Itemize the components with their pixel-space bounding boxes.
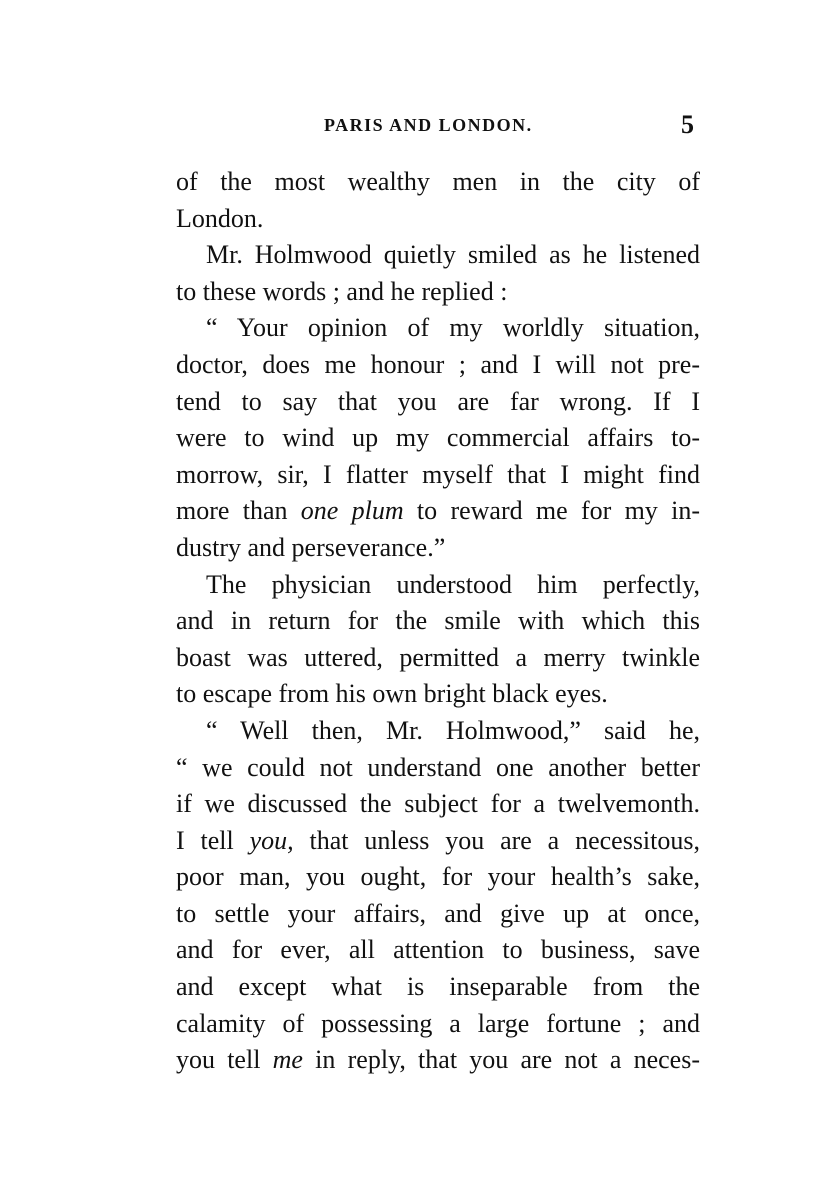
- text-line: calamity of possessing a large fortune ; and: [176, 1008, 700, 1038]
- text-segment: to reward me for my in-: [403, 496, 700, 526]
- text-line: doctor, does me honour ; and I will not pre-: [176, 349, 700, 379]
- text-line: if we discussed the subject for a twelvemonth.: [176, 789, 700, 819]
- text-segment: more than: [176, 496, 301, 526]
- text-line: and in return for the smile with which this: [176, 606, 700, 636]
- text-line: boast was uttered, permitted a merry twinkle: [176, 642, 700, 672]
- text-line: to these words ; and he replied :: [176, 276, 508, 306]
- text-line: of the most wealthy men in the city of: [176, 167, 700, 196]
- body-text: [176, 164, 700, 1079]
- running-header: [176, 110, 698, 144]
- text-line: poor man, you ought, for your health’s sake,: [176, 862, 700, 892]
- text-line: and for ever, all attention to business, save: [176, 935, 700, 965]
- text-line: [176, 493, 700, 530]
- text-line: and except what is inseparable from the: [176, 972, 700, 1002]
- text-segment: I tell: [176, 825, 250, 855]
- text-line: to escape from his own bright black eyes.: [176, 679, 608, 709]
- text-line: The physician understood him perfectly,: [206, 569, 700, 599]
- page-number: 5: [681, 110, 694, 139]
- text-line: “ Your opinion of my worldly situation,: [206, 313, 700, 343]
- text-line: tend to say that you are far wrong. If I: [176, 386, 700, 416]
- text-segment: that unless you are a necessitous,: [293, 825, 700, 855]
- text-line: Mr. Holmwood quietly smiled as he listened: [206, 240, 700, 270]
- text-line: to settle your affairs, and give up at once,: [176, 898, 700, 928]
- text-line: London.: [176, 203, 264, 233]
- text-segment: in reply, that you are not a neces-: [302, 1045, 700, 1075]
- text-line: “ Well then, Mr. Holmwood,” said he,: [206, 715, 700, 745]
- running-title: PARIS AND LONDON.: [324, 115, 533, 135]
- text-line: dustry and perseverance.”: [176, 532, 446, 562]
- emphasis-text: one plum: [300, 496, 404, 526]
- emphasis-text: me: [272, 1045, 303, 1075]
- text-line: morrow, sir, I flatter myself that I might find: [176, 459, 700, 489]
- text-line: “ we could not understand one another better: [176, 752, 700, 782]
- text-line: [176, 823, 700, 860]
- emphasis-text: you,: [249, 825, 294, 855]
- text-line: [176, 1042, 700, 1079]
- text-segment: you tell: [176, 1045, 273, 1075]
- text-line: were to wind up my commercial affairs to-: [176, 423, 700, 453]
